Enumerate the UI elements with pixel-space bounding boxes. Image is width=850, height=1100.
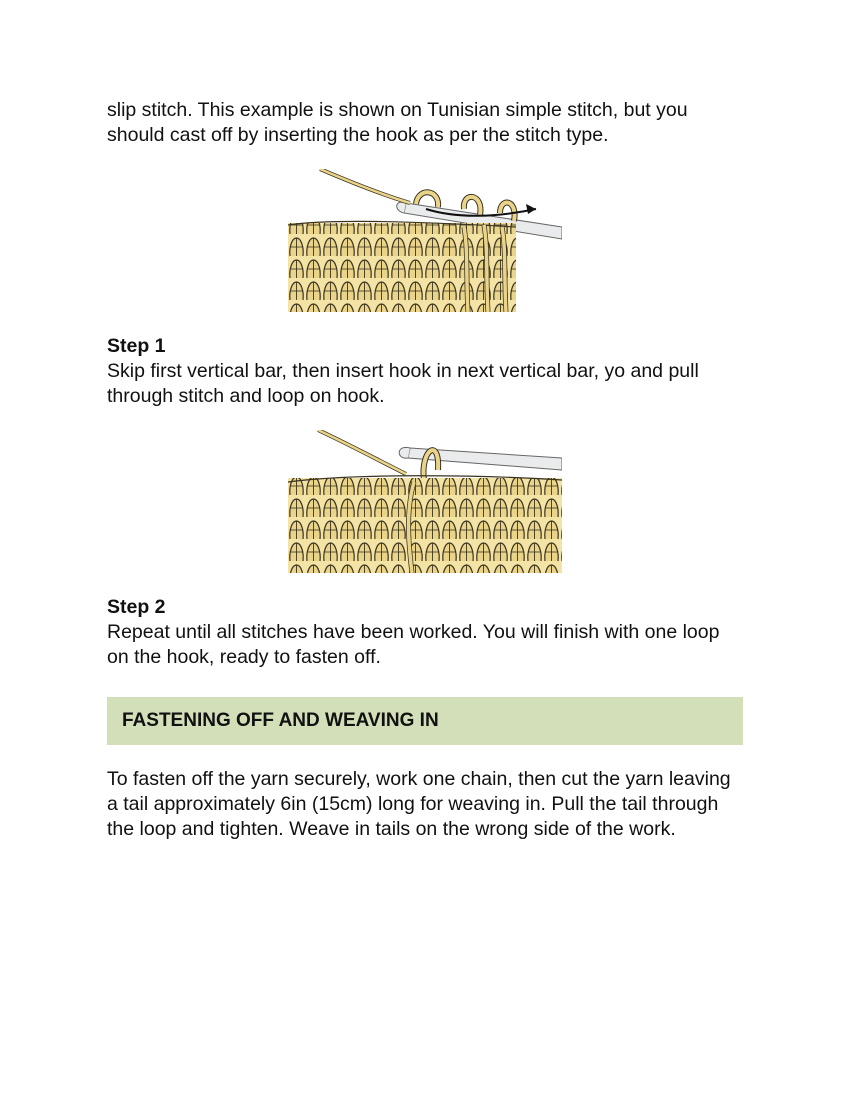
section-title: FASTENING OFF AND WEAVING IN: [122, 710, 439, 731]
step-2-heading: Step 2: [107, 596, 166, 618]
cast-off-illustration-1: [288, 169, 562, 312]
fastening-off-paragraph: To fasten off the yarn securely, work one chain, then cut the yarn leaving a tail approximately 6in (15cm) long for weaving in. Pull the tail through the loop and tighten. Weave in tails on the wrong side of the work.: [107, 768, 731, 840]
step-1-heading: Step 1: [107, 335, 166, 357]
intro-paragraph: slip stitch. This example is shown on Tunisian simple stitch, but you should cast off by inserting the hook as per the stitch type.: [107, 99, 688, 146]
document-page: [107, 98, 743, 842]
step-1-text: Skip first vertical bar, then insert hook in next vertical bar, yo and pull through stitch and loop on hook.: [107, 360, 699, 407]
step-2-text: Repeat until all stitches have been worked. You will finish with one loop on the hook, ready to fasten off.: [107, 621, 720, 668]
section-banner: [107, 697, 743, 745]
cast-off-illustration-2: [288, 430, 562, 573]
